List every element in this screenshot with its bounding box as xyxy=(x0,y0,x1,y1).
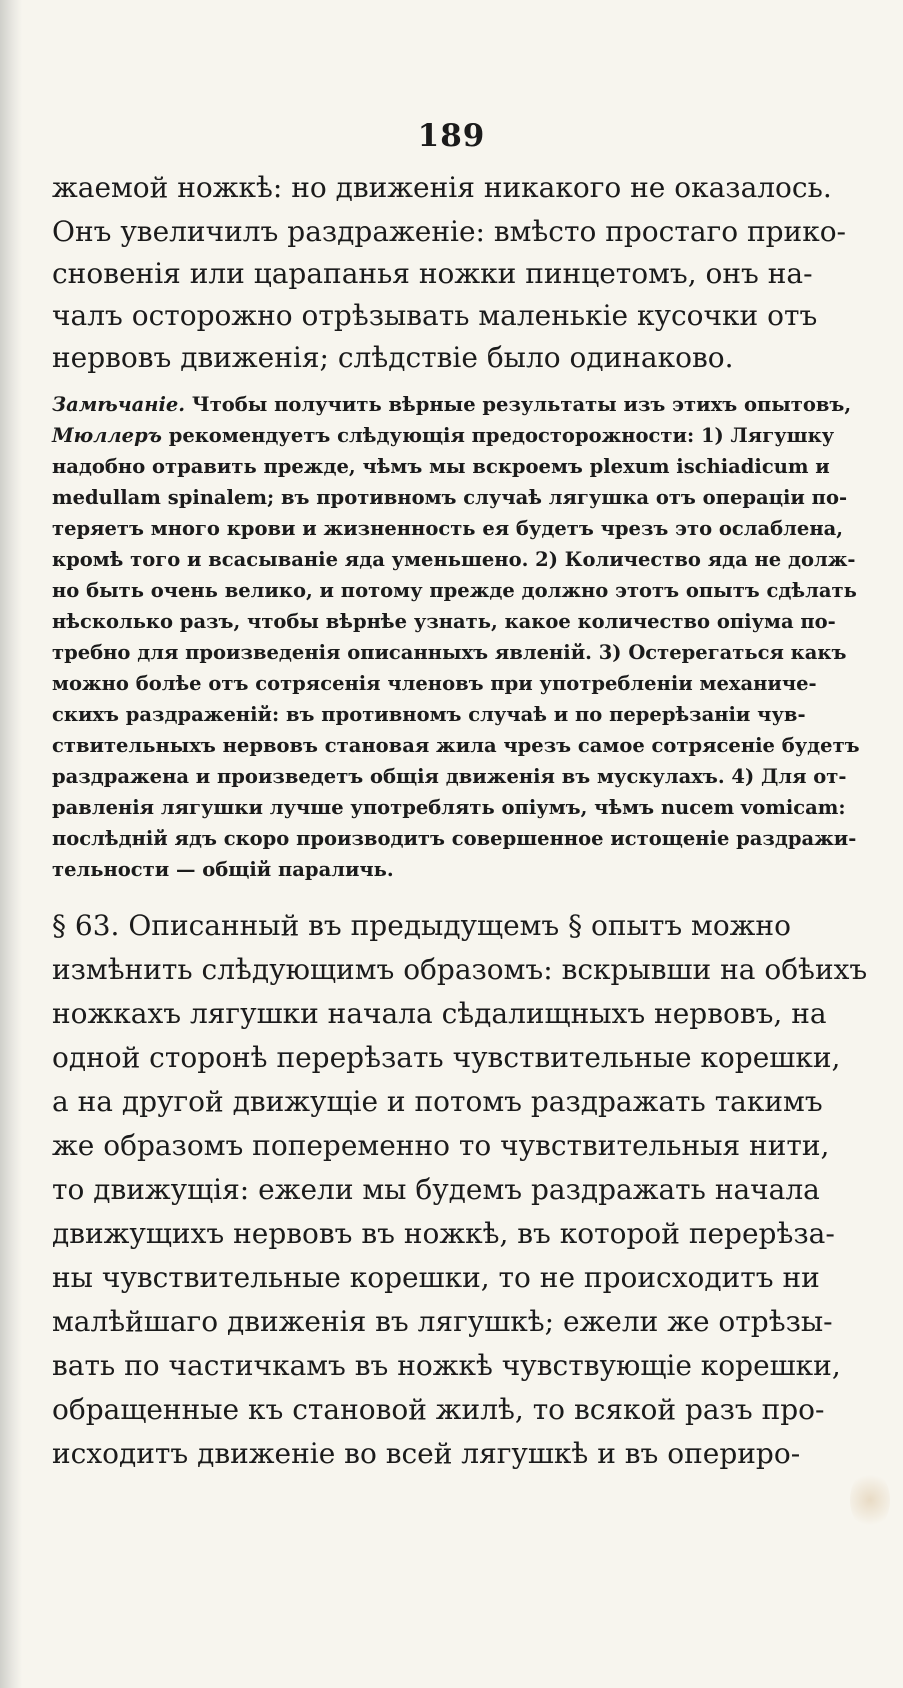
note-text: Чтобы получить вѣрные результаты изъ этихъ опытовъ, xyxy=(191,393,852,416)
text-line: чалъ осторожно отрѣзывать маленькіе кусочки отъ xyxy=(52,299,818,332)
note-line: ствительныхъ нервовъ становая жила чрезъ самое сотрясеніе будетъ xyxy=(52,734,860,757)
text-line: сновенія или царапанья ножки пинцетомъ, онъ на- xyxy=(52,257,813,290)
note-line: надобно отравить прежде, чѣмъ мы вскроемъ plexum ischiadicum и xyxy=(52,455,830,478)
note-line: но быть очень велико, и потому прежде должно этотъ опытъ сдѣлать xyxy=(52,579,857,602)
note-line: кромѣ того и всасываніе яда уменьшено. 2) Количество яда не долж- xyxy=(52,548,856,571)
text-line: нервовъ движенія; слѣдствіе было одинаково. xyxy=(52,341,734,374)
note-line: послѣдній ядъ скоро производитъ совершенное истощеніе раздражи- xyxy=(52,827,857,850)
note-line xyxy=(52,421,835,451)
text-line: исходитъ движеніе во всей лягушкѣ и въ опериро- xyxy=(52,1437,801,1470)
text-line: движущихъ нервовъ въ ножкѣ, въ которой перерѣза- xyxy=(52,1217,835,1250)
text-line: вать по частичкамъ въ ножкѣ чувствующіе корешки, xyxy=(52,1349,841,1382)
note-line: нѣсколько разъ, чтобы вѣрнѣе узнать, какое количество опіума по- xyxy=(52,610,836,633)
text-line: Онъ увеличилъ раздраженіе: вмѣсто простаго прико- xyxy=(52,215,847,248)
note-line xyxy=(52,390,852,420)
text-line: измѣнить слѣдующимъ образомъ: вскрывши на обѣихъ xyxy=(52,953,868,986)
text-line: § 63. Описанный въ предыдущемъ § опытъ можно xyxy=(52,909,791,942)
text-line: же образомъ попеременно то чувствительныя нити, xyxy=(52,1129,830,1162)
note-text: рекомендуетъ слѣдующія предосторожности: 1) Лягушку xyxy=(168,424,835,447)
text-line: жаемой ножкѣ: но движенія никакого не оказалось. xyxy=(52,171,832,204)
note-line: теряетъ много крови и жизненность ея будетъ чрезъ это ослаблена, xyxy=(52,517,844,540)
text-line: малѣйшаго движенія въ лягушкѣ; ежели же отрѣзы- xyxy=(52,1305,833,1338)
text-line: ны чувствительные корешки, то не происходитъ ни xyxy=(52,1261,820,1294)
note-line: раздражена и произведетъ общія движенія въ мускулахъ. 4) Для от- xyxy=(52,765,847,788)
note-line: равленія лягушки лучше употреблять опіумъ, чѣмъ nucem vomicam: xyxy=(52,796,846,819)
text-line: ножкахъ лягушки начала сѣдалищныхъ нервовъ, на xyxy=(52,997,827,1030)
text-line: а на другой движущіе и потомъ раздражать такимъ xyxy=(52,1085,823,1118)
note-line: medullam spinalem; въ противномъ случаѣ лягушка отъ операціи по- xyxy=(52,486,848,509)
text-line: одной сторонѣ перерѣзать чувствительные корешки, xyxy=(52,1041,841,1074)
note-label: Замѣчаніе. xyxy=(52,393,186,416)
text-line: то движущія: ежели мы будемъ раздражать начала xyxy=(52,1173,820,1206)
note-line: тельности — общій параличь. xyxy=(52,858,394,881)
note-author: Мюллеръ xyxy=(52,424,162,447)
page-number: 189 xyxy=(417,118,486,154)
note-line: можно болѣе отъ сотрясенія членовъ при употребленіи механиче- xyxy=(52,672,817,695)
text-line: обращенные къ становой жилѣ, то всякой разъ про- xyxy=(52,1393,825,1426)
note-line: скихъ раздраженій: въ противномъ случаѣ и по перерѣзаніи чув- xyxy=(52,703,806,726)
note-line: требно для произведенія описанныхъ явленій. 3) Остерегаться какъ xyxy=(52,641,847,664)
